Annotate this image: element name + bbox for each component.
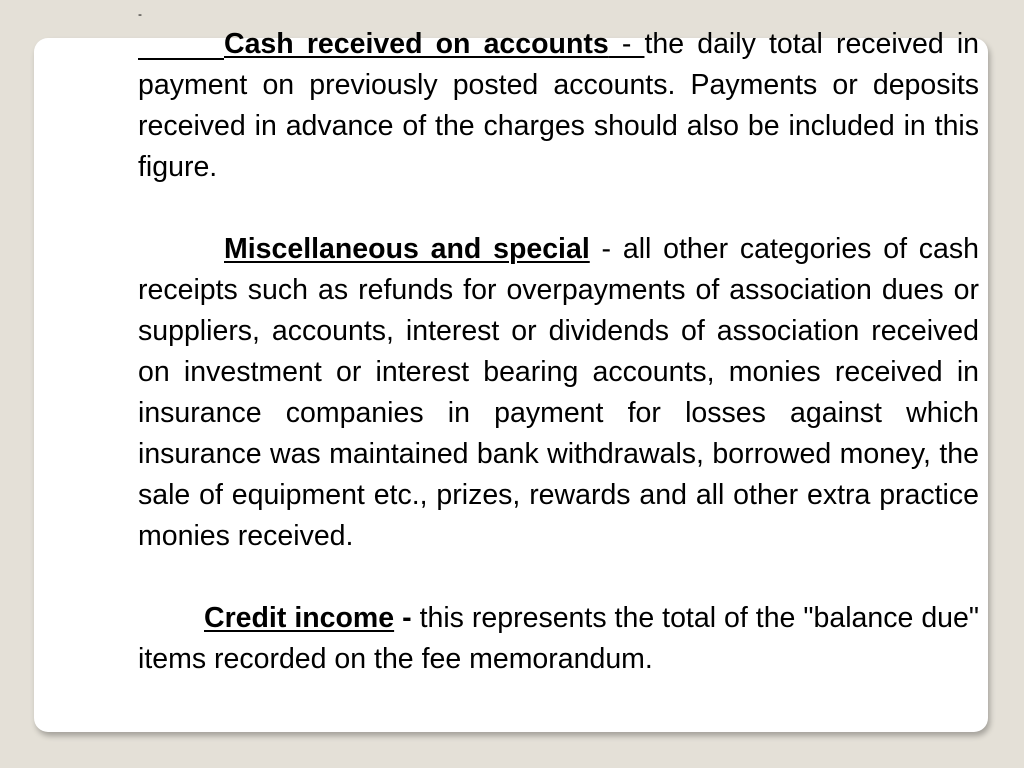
paragraph-miscellaneous — [138, 229, 979, 557]
term-dash: - — [608, 28, 645, 60]
paragraph-credit-income — [138, 598, 979, 680]
term-miscellaneous: Miscellaneous and special — [224, 233, 590, 265]
paragraph-cash-received — [138, 24, 979, 188]
definition-miscellaneous: - all other categories of cash receipts such as refunds for overpayments of association dues or suppliers, accounts, interest or dividends of association received on investment or interest bearing accounts, monies received in insurance companies in payment for losses against which insurance was maintained bank withdrawals, borrowed money, the sale of equipment etc., prizes, rewards and all other extra practice monies received. — [138, 233, 979, 552]
definition-cash-received: the daily total received in payment on previously posted accounts. Payments or deposits received in advance of the charges should also be included in this figure. — [138, 28, 980, 183]
stray-dash-mark: - — [138, 7, 142, 21]
definition-credit-income: this represents the total of the "balance due" items recorded on the fee memorandum. — [138, 602, 979, 675]
term-credit-income: Credit income — [204, 602, 395, 634]
term-dash: - — [394, 602, 420, 634]
term-cash-received: Cash received on accounts — [224, 28, 609, 60]
underline-lead — [138, 28, 224, 60]
slide-content — [138, 24, 979, 680]
